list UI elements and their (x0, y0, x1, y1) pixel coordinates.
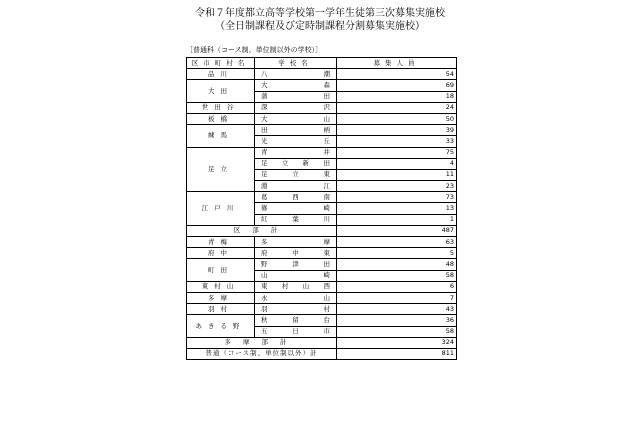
ku-total-row-label: 区部計 (187, 225, 337, 236)
school-cell: 山崎 (255, 270, 337, 281)
municipality-cell: 青梅 (187, 237, 255, 248)
school-cell: 秋留台 (255, 315, 337, 326)
school-cell: 大森 (255, 80, 337, 91)
municipality-cell: 東村山 (187, 281, 255, 292)
count-cell: 58 (337, 326, 457, 337)
count-cell: 36 (337, 315, 457, 326)
table-row (187, 125, 457, 136)
table-row (187, 315, 457, 326)
count-cell: 23 (337, 181, 457, 192)
school-cell: 八潮 (255, 69, 337, 80)
school-cell: 足立東 (255, 169, 337, 180)
table-body (187, 69, 457, 360)
municipality-cell: 羽村 (187, 304, 255, 315)
municipality-cell: 練馬 (187, 125, 255, 147)
school-cell: 五日市 (255, 326, 337, 337)
table-row (187, 259, 457, 270)
grand-total-row-count: 811 (337, 348, 457, 359)
municipality-cell: 大田 (187, 80, 255, 102)
table-row (187, 292, 457, 303)
count-cell: 1 (337, 214, 457, 225)
table-row (187, 113, 457, 124)
table-row (187, 69, 457, 80)
tama-total-row-count: 324 (337, 337, 457, 348)
table-row (187, 248, 457, 259)
page-subtitle: （全日制課程及び定時制課程分割募集実施校） (215, 21, 425, 32)
count-cell: 58 (337, 270, 457, 281)
table-row (187, 102, 457, 113)
table-row (187, 147, 457, 158)
school-cell: 淵江 (255, 181, 337, 192)
count-cell: 33 (337, 136, 457, 147)
header-row (187, 58, 457, 69)
school-cell: 光丘 (255, 136, 337, 147)
count-cell: 39 (337, 125, 457, 136)
school-cell: 野津田 (255, 259, 337, 270)
school-cell: 羽村 (255, 304, 337, 315)
table-caption: ［普通科（コース制、単位制以外の学校）］ (186, 46, 323, 54)
school-cell: 府中東 (255, 248, 337, 259)
ku-total-row-count: 487 (337, 225, 457, 236)
school-cell: 足立新田 (255, 158, 337, 169)
school-cell: 永山 (255, 292, 337, 303)
municipality-cell: あきる野 (187, 315, 255, 337)
recruitment-table (186, 57, 457, 360)
school-cell: 多摩 (255, 237, 337, 248)
table-row (187, 192, 457, 203)
table-row (187, 281, 457, 292)
school-cell: 葛西南 (255, 192, 337, 203)
count-cell: 6 (337, 281, 457, 292)
municipality-cell: 多摩 (187, 292, 255, 303)
count-cell: 48 (337, 259, 457, 270)
count-cell: 4 (337, 158, 457, 169)
count-cell: 5 (337, 248, 457, 259)
school-cell: 紅葉川 (255, 214, 337, 225)
school-cell: 東村山西 (255, 281, 337, 292)
page-title: 令和７年度都立高等学校第一学年生徒第三次募集実施校 (195, 8, 445, 19)
count-cell: 11 (337, 169, 457, 180)
header-municipality: 区市町村名 (187, 58, 255, 69)
table-row (187, 80, 457, 91)
school-cell: 田柄 (255, 125, 337, 136)
school-cell: 青井 (255, 147, 337, 158)
municipality-cell: 府中 (187, 248, 255, 259)
table-row (187, 237, 457, 248)
school-cell: 大山 (255, 113, 337, 124)
header-school: 学校名 (255, 58, 337, 69)
table-row (187, 304, 457, 315)
count-cell: 54 (337, 69, 457, 80)
municipality-cell: 板橋 (187, 113, 255, 124)
municipality-cell: 江戸川 (187, 192, 255, 226)
tama-total-row-label: 多摩部計 (187, 337, 337, 348)
count-cell: 63 (337, 237, 457, 248)
grand-total-row-label: 普通（コース制、単位制以外）計 (187, 348, 337, 359)
count-cell: 75 (337, 147, 457, 158)
count-cell: 13 (337, 203, 457, 214)
school-cell: 蒲田 (255, 91, 337, 102)
school-cell: 深沢 (255, 102, 337, 113)
count-cell: 7 (337, 292, 457, 303)
municipality-cell: 世田谷 (187, 102, 255, 113)
tama-total-row (187, 337, 457, 348)
count-cell: 18 (337, 91, 457, 102)
count-cell: 73 (337, 192, 457, 203)
municipality-cell: 町田 (187, 259, 255, 281)
municipality-cell: 品川 (187, 69, 255, 80)
grand-total-row (187, 348, 457, 359)
count-cell: 69 (337, 80, 457, 91)
count-cell: 43 (337, 304, 457, 315)
school-cell: 篠崎 (255, 203, 337, 214)
count-cell: 50 (337, 113, 457, 124)
header-count: 募集人員 (337, 58, 457, 69)
count-cell: 24 (337, 102, 457, 113)
ku-total-row (187, 225, 457, 236)
municipality-cell: 足立 (187, 147, 255, 192)
